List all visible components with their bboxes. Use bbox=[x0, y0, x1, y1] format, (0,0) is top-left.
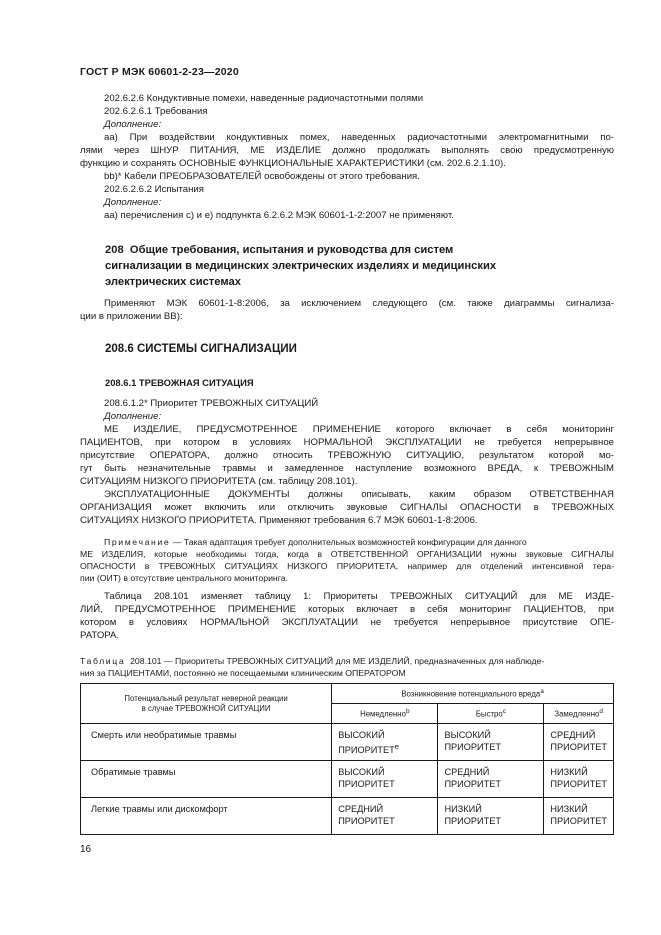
text-line: ЛИЙ, ПРЕДУСМОТРЕННОЕ ПРИМЕНЕНИЕ которых включает в себя мониторинг ПАЦИЕНТОВ, при bbox=[80, 604, 614, 615]
header-onset-cell bbox=[332, 684, 614, 704]
table-row bbox=[81, 798, 614, 835]
clause-202-6-2-6: 202.6.2.6 Кондуктивные помехи, наведенные радиочастотными полями bbox=[104, 93, 424, 104]
clause-202-6-2-6-2: 202.6.2.6.2 Испытания bbox=[104, 184, 204, 195]
note-line: пии (ОИТ) в отсутствие центрального мониторинга. bbox=[80, 573, 288, 583]
note-label: Примечание bbox=[104, 537, 171, 547]
note-text: — Такая адаптация требует дополнительных возможностей конфигурации для данного bbox=[172, 537, 527, 547]
text-line: ЭКСПЛУАТАЦИОННЫЕ ДОКУМЕНТЫ должны описывать, каким образом ОТВЕТСТВЕННАЯ bbox=[104, 489, 614, 500]
footnote-marker: e bbox=[394, 742, 400, 751]
table-cell: СРЕДНИЙ ПРИОРИТЕТ bbox=[438, 761, 544, 798]
note-line: ОПАСНОСТИ в ТРЕВОЖНЫХ СИТУАЦИЯХ НИЗКОГО ПРИОРИТЕТА, например для отделений интенсивной тера- bbox=[80, 561, 614, 571]
text-line: РАТОРА. bbox=[80, 630, 120, 641]
header-result-line: в случае ТРЕВОЖНОЙ СИТУАЦИИ bbox=[141, 703, 271, 713]
column-header: Замедленно$^d$ bbox=[544, 704, 614, 724]
table-caption: ния за ПАЦИЕНТАМИ, постоянно не посещаемыми клиническим ОПЕРАТОРОМ bbox=[80, 668, 406, 678]
header-result-line: Потенциальный результат неверной реакции bbox=[124, 693, 288, 703]
document-header: ГОСТ Р МЭК 60601-2-23—2020 bbox=[80, 66, 239, 78]
text-line: МЕ ИЗДЕЛИЕ, ПРЕДУСМОТРЕННОЕ ПРИМЕНЕНИЕ которого включает в себя мониторинг bbox=[104, 424, 614, 435]
text-line: гут быть незначительные травмы и замедленное наступление возможного ВРЕДА, к ТРЕВОЖНЫМ bbox=[80, 463, 614, 474]
text-line: ПАЦИЕНТОВ, при котором в условиях НОРМАЛЬНОЙ ЭКСПЛУАТАЦИИ не требуется непрерывное bbox=[80, 437, 614, 448]
section-number: 208 bbox=[105, 244, 124, 256]
text-line: bb)* Кабели ПРЕОБРАЗОВАТЕЛЕЙ освобождены от этого требования. bbox=[104, 171, 420, 182]
column-header: Немедленно$^b$ bbox=[332, 704, 438, 724]
clause-202-6-2-6-1: 202.6.2.6.1 Требования bbox=[104, 106, 208, 117]
table-caption bbox=[80, 655, 614, 667]
section-208-6-heading: 208.6 СИСТЕМЫ СИГНАЛИЗАЦИИ bbox=[105, 343, 297, 355]
text-line: присутствие ОПЕРАТОРА, должно относить ТРЕВОЖНУЮ СИТУАЦИЮ, результатом которой мо- bbox=[80, 450, 614, 461]
note-line bbox=[104, 536, 614, 548]
table-cell: НИЗКИЙ ПРИОРИТЕТ bbox=[438, 798, 544, 835]
text-line: СИТУАЦИЯХ НИЗКОГО ПРИОРИТЕТА. Применяют требования 6.7 МЭК 60601-1-8:2006. bbox=[80, 515, 478, 526]
table-header-row bbox=[81, 684, 614, 704]
footnote-marker: b bbox=[405, 708, 410, 716]
table-cell: ВЫСОКИЙ ПРИОРИТЕТ bbox=[332, 761, 438, 798]
table-cell: СРЕДНИЙ ПРИОРИТЕТ bbox=[544, 724, 614, 761]
text-line: ОРГАНИЗАЦИЯ может включить или отключить звуковые СИГНАЛЫ ОПАСНОСТИ в ТРЕВОЖНЫХ bbox=[80, 502, 614, 513]
section-title-line bbox=[105, 242, 615, 258]
table-cell: НИЗКИЙ ПРИОРИТЕТ bbox=[544, 798, 614, 835]
text-line: aa) перечисления c) и e) подпункта 6.2.6.2 МЭК 60601-1-2:2007 не применяют. bbox=[104, 210, 454, 221]
table-row bbox=[81, 761, 614, 798]
text-line: функцию и сохранять ОСНОВНЫЕ ФУНКЦИОНАЛЬНЫЕ ХАРАКТЕРИСТИКИ (см. 202.6.2.1.10). bbox=[80, 158, 506, 169]
text-line: котором в условиях НОРМАЛЬНОЙ ЭКСПЛУАТАЦИИ не требуется непрерывное присутствие ОПЕ- bbox=[80, 617, 614, 628]
table-cell: ВЫСОКИЙ ПРИОРИТЕТ$^e$ bbox=[332, 724, 438, 761]
section-208-body: ции в приложении ВВ): bbox=[80, 311, 183, 322]
row-label: Смерть или необратимые травмы bbox=[81, 724, 332, 761]
text-line: aa) При воздействии кондуктивных помех, наведенных радиочастотными электромагнитными по- bbox=[104, 132, 614, 143]
header-onset-label: Возникновение потенциального вреда bbox=[401, 689, 541, 699]
table-caption-text: 208.101 — Приоритеты ТРЕВОЖНЫХ СИТУАЦИЙ для МЕ ИЗДЕЛИЙ, предназначенных для наблюде- bbox=[130, 656, 545, 666]
text-line: Таблица 208.101 изменяет таблицу 1: Приоритеты ТРЕВОЖНЫХ СИТУАЦИЙ для МЕ ИЗДЕ- bbox=[104, 591, 614, 602]
table-cell: СРЕДНИЙ ПРИОРИТЕТ bbox=[332, 798, 438, 835]
header-result-cell bbox=[81, 684, 332, 724]
addition-label: Дополнение: bbox=[104, 197, 162, 208]
section-208-6-1-heading: 208.6.1 ТРЕВОЖНАЯ СИТУАЦИЯ bbox=[105, 377, 254, 388]
table-cell: НИЗКИЙ ПРИОРИТЕТ bbox=[544, 761, 614, 798]
section-title-line: сигнализации в медицинских электрических изделиях и медицинских bbox=[105, 260, 497, 272]
addition-label: Дополнение: bbox=[104, 119, 162, 130]
row-label: Легкие травмы или дискомфорт bbox=[81, 798, 332, 835]
row-label: Обратимые травмы bbox=[81, 761, 332, 798]
page-number: 16 bbox=[80, 844, 92, 855]
text-line: лями через ШНУР ПИТАНИЯ, МЕ ИЗДЕЛИЕ должно продолжать выполнять свою предусмотренную bbox=[80, 145, 614, 156]
section-208-body: Применяют МЭК 60601-1-8:2006, за исключением следующего (см. также диаграммы сигнализа- bbox=[104, 298, 614, 309]
text-line: СИТУАЦИЯМ НИЗКОГО ПРИОРИТЕТА (см. таблицу 208.101). bbox=[80, 476, 358, 487]
priority-table bbox=[80, 683, 614, 835]
table-cell: ВЫСОКИЙ ПРИОРИТЕТ bbox=[438, 724, 544, 761]
section-title-line: электрических системах bbox=[105, 276, 241, 288]
clause-208-6-1-2-title: 208.6.1.2* Приоритет ТРЕВОЖНЫХ СИТУАЦИЙ bbox=[104, 398, 319, 409]
footnote-marker: a bbox=[540, 688, 544, 696]
note-line: МЕ ИЗДЕЛИЯ, которые необходимы тогда, когда в ОТВЕТСТВЕННОЙ ОРГАНИЗАЦИИ нужны звуковые СИГНАЛЫ bbox=[80, 549, 614, 559]
section-208-heading bbox=[105, 242, 615, 290]
footnote-marker: d bbox=[599, 708, 603, 716]
footnote-marker: c bbox=[502, 708, 506, 716]
table-caption-label: Таблица bbox=[80, 656, 126, 666]
addition-label: Дополнение: bbox=[104, 411, 162, 422]
table-row bbox=[81, 724, 614, 761]
column-header: Быстро$^c$ bbox=[438, 704, 544, 724]
section-title: Общие требования, испытания и руководства для систем bbox=[129, 244, 454, 256]
